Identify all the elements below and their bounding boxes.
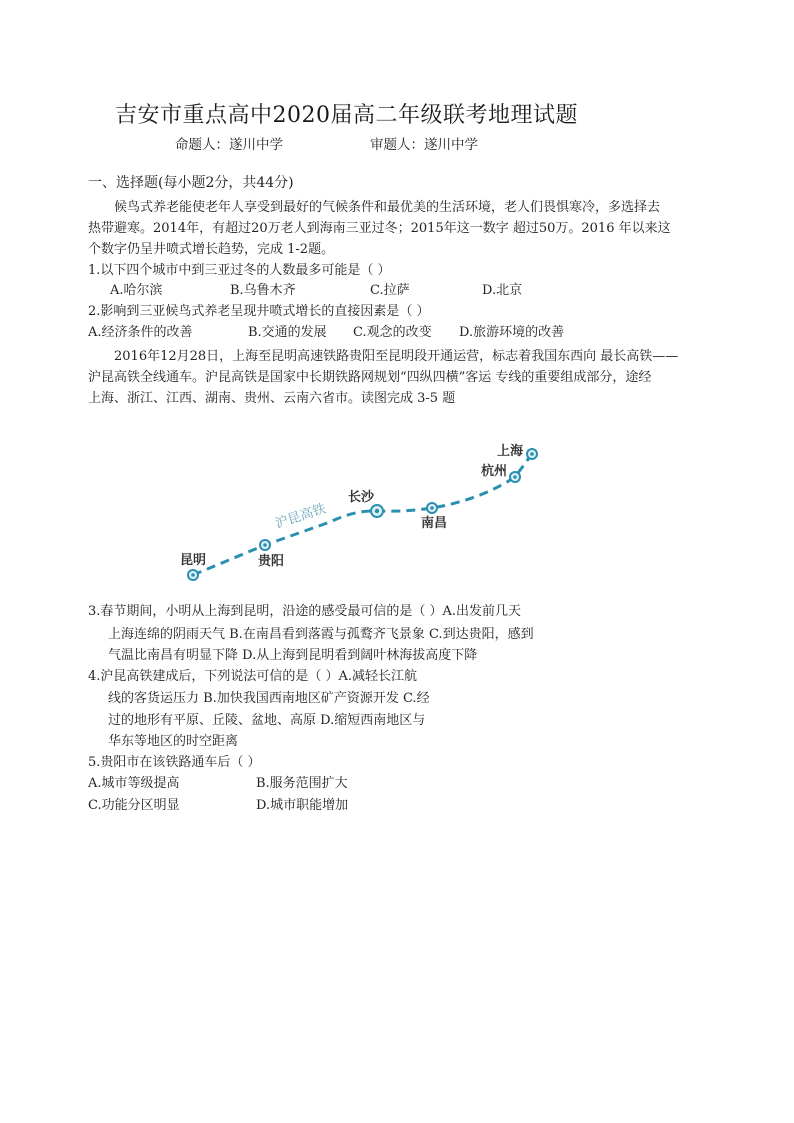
question-setter: 命题人：遂川中学 (175, 137, 283, 153)
passage2-line: 2016年12月28日，上海至昆明高速铁路贵阳至昆明段开通运营，标志着我国东西向 最长高铁—— (114, 349, 679, 364)
section-heading: 一、选择题(每小题2分，共44分) (88, 175, 294, 191)
q3-line: 气温比南昌有明显下降 D.从上海到昆明看到阔叶林海拔高度下降 (108, 648, 478, 663)
passage1-line: 热带避寒。2014年，有超过20万老人到海南三亚过冬；2015年这一数字 超过50万。2016 年以来这 (88, 221, 671, 236)
q3-line: 3.春节期间，小明从上海到昆明，沿途的感受最可信的是（ ）A.出发前几天 (88, 604, 522, 619)
q2-stem: 2.影响到三亚候鸟式养老呈现井喷式增长的直接因素是（ ） (88, 304, 430, 319)
city-label-nanchang: 南昌 (421, 515, 448, 530)
q5-option-d: D.城市职能增加 (256, 798, 349, 813)
q1-option-b: B.乌鲁木齐 (230, 283, 296, 298)
q4-line: 过的地形有平原、丘陵、盆地、高原 D.缩短西南地区与 (108, 713, 426, 728)
q5-option-a: A.城市等级提高 (88, 776, 180, 791)
passage2-line: 沪昆高铁全线通车。沪昆高铁是国家中长期铁路网规划“四纵四横”客运 专线的重要组成部分，途经 (88, 370, 652, 385)
q5-stem: 5.贵阳市在该铁路通车后（ ） (88, 755, 261, 770)
question-reviewer: 审题人：遂川中学 (370, 137, 478, 153)
q1-option-c: C.拉萨 (370, 283, 410, 298)
city-label-guiyang: 贵阳 (258, 553, 285, 568)
station-guiyang (260, 540, 270, 550)
station-kunming (188, 570, 198, 580)
q2-option-a: A.经济条件的改善 (88, 325, 193, 340)
city-label-changsha: 长沙 (348, 489, 375, 504)
passage2-line: 上海、浙江、江西、湖南、贵州、云南六省市。读图完成 3-5 题 (88, 391, 456, 406)
passage1-line: 个数字仍呈井喷式增长趋势，完成 1-2题。 (88, 242, 335, 257)
station-shanghai (527, 449, 537, 459)
city-label-shanghai: 上海 (497, 443, 524, 458)
q1-option-a: A.哈尔滨 (110, 283, 163, 298)
railway-map (170, 432, 560, 592)
station-hangzhou (510, 472, 520, 482)
q3-line: 上海连绵的阴雨天气 B.在南昌看到落霞与孤鹜齐飞景象 C.到达贵阳，感到 (108, 627, 534, 642)
station-changsha (371, 505, 383, 517)
q2-option-d: D.旅游环境的改善 (459, 325, 565, 340)
passage1-line: 候鸟式养老能使老年人享受到最好的气候条件和最优美的生活环境，老人们畏惧寒冷，多选择去 (114, 200, 661, 215)
q5-option-b: B.服务范围扩大 (256, 776, 348, 791)
railway-line-label: 沪昆高铁 (273, 500, 328, 531)
q5-option-c: C.功能分区明显 (88, 798, 180, 813)
q4-line: 4.沪昆高铁建成后，下列说法可信的是（ ）A.减轻长江航 (88, 669, 418, 684)
q1-option-d: D.北京 (482, 283, 523, 298)
city-label-hangzhou: 杭州 (481, 463, 508, 478)
q4-line: 线的客货运压力 B.加快我国西南地区矿产资源开发 C.经 (108, 691, 430, 706)
q2-option-c: C.观念的改变 (353, 325, 432, 340)
q1-stem: 1.以下四个城市中到三亚过冬的人数最多可能是（ ） (88, 263, 391, 278)
city-label-kunming: 昆明 (180, 552, 207, 567)
q4-line: 华东等地区的时空距离 (108, 734, 239, 749)
page-title: 吉安市重点高中2020届高二年级联考地理试题 (115, 103, 578, 128)
q2-option-b: B.交通的发展 (248, 325, 327, 340)
